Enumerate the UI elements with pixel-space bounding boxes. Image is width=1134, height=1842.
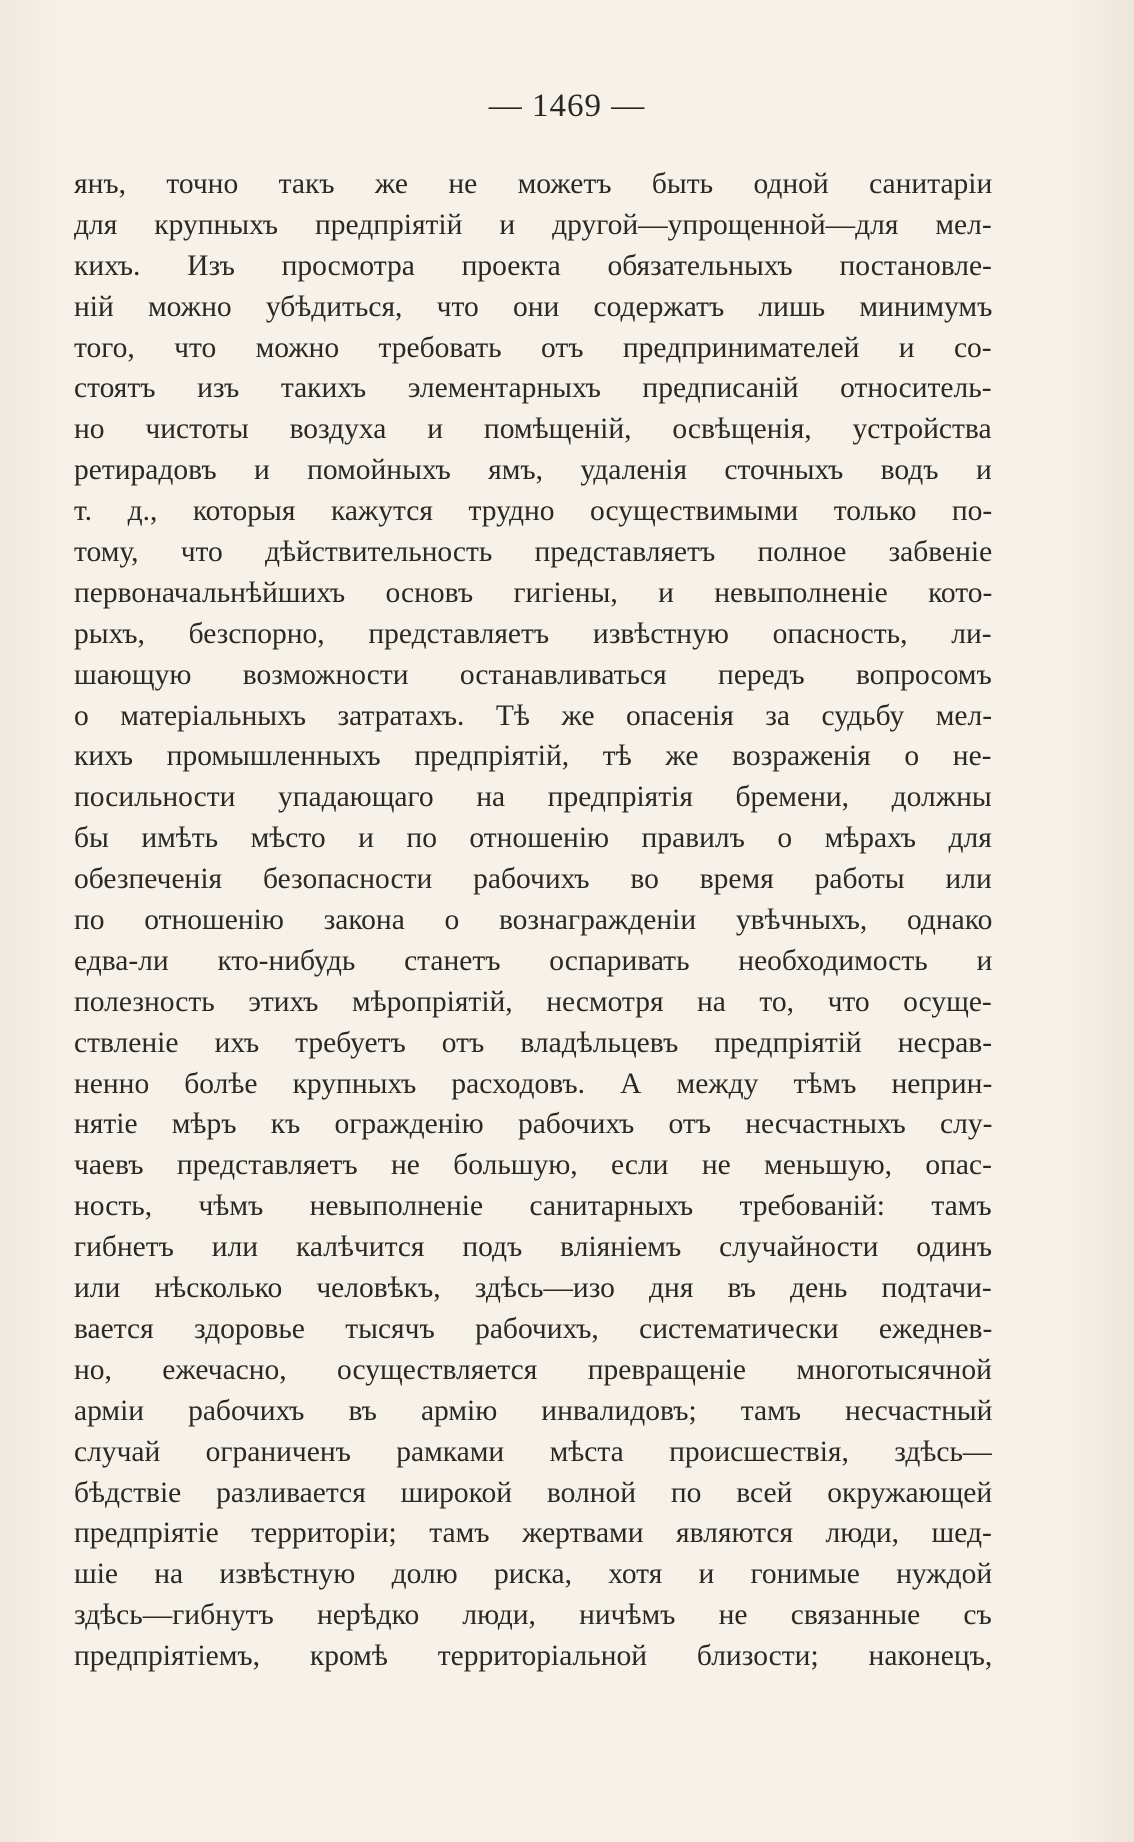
text-line: кихъ. Изъ просмотра проекта обязательныхъ постановле- [74,249,992,282]
text-line: того, что можно требовать отъ предпринимателей и со- [74,331,992,364]
text-line: посильности упадающаго на предпріятія бремени, должны [74,781,992,814]
text-line: гибнетъ или калѣчится подъ вліяніемъ случайности одинъ [74,1231,992,1264]
text-line: или нѣсколько человѣкъ, здѣсь—изо дня въ день подтачи- [74,1272,992,1305]
text-line: нятіе мѣръ къ огражденію рабочихъ отъ несчастныхъ слу- [74,1108,992,1141]
text-line: стоятъ изъ такихъ элементарныхъ предписаній относитель- [74,372,992,405]
text-line: предпріятіемъ, кромѣ территоріальной близости; наконецъ, [74,1640,992,1673]
text-line: арміи рабочихъ въ армію инвалидовъ; тамъ несчастный [74,1394,992,1427]
text-line: ретирадовъ и помойныхъ ямъ, удаленія сточныхъ водъ и [74,454,992,487]
text-line: предпріятіе территоріи; тамъ жертвами являются люди, шед- [74,1517,992,1550]
text-line: бы имѣть мѣсто и по отношенію правилъ о мѣрахъ для [74,822,992,855]
text-line: вается здоровье тысячъ рабочихъ, систематически ежеднев- [74,1312,992,1345]
text-line: янъ, точно такъ же не можетъ быть одной санитаріи [74,168,992,200]
text-line: ненно болѣе крупныхъ расходовъ. А между тѣмъ неприн- [74,1067,992,1100]
text-line: ствленіе ихъ требуетъ отъ владѣльцевъ предпріятій несрав- [74,1026,992,1059]
text-line: чаевъ представляетъ не большую, если не меньшую, опас- [74,1149,992,1182]
text-line: здѣсь—гибнутъ нерѣдко люди, ничѣмъ не связанные съ [74,1599,992,1632]
text-line: тому, что дѣйствительность представляетъ полное забвеніе [74,536,992,569]
text-line: о матеріальныхъ затратахъ. Тѣ же опасенія за судьбу мел- [74,699,992,732]
text-line: т. д., которыя кажутся трудно осуществимыми только по- [74,495,992,528]
text-line: первоначальнѣйшихъ основъ гигіены, и невыполненіе кото- [74,576,992,609]
body-text [74,164,992,1677]
text-line: едва-ли кто-нибудь станетъ оспаривать необходимость и [74,944,992,977]
text-line: но чистоты воздуха и помѣщеній, освѣщенія, устройства [74,413,992,446]
text-line: шающую возможности останавливаться передъ вопросомъ [74,658,992,691]
text-line: рыхъ, безспорно, представляетъ извѣстную опасность, ли- [74,617,992,650]
page-number: — 1469 — [488,88,646,124]
text-line: ность, чѣмъ невыполненіе санитарныхъ требованій: тамъ [74,1190,992,1223]
text-line: случай ограниченъ рамками мѣста происшествія, здѣсь— [74,1435,992,1468]
text-line: ній можно убѣдиться, что они содержатъ лишь минимумъ [74,290,992,323]
text-line: но, ежечасно, осуществляется превращеніе многотысячной [74,1353,992,1386]
text-line: бѣдствіе разливается широкой волной по всей окружающей [74,1476,992,1509]
text-line: кихъ промышленныхъ предпріятій, тѣ же возраженія о не- [74,740,992,773]
text-line: по отношенію закона о вознагражденіи увѣчныхъ, однако [74,904,992,937]
text-line: обезпеченія безопасности рабочихъ во время работы или [74,863,992,896]
text-line: полезность этихъ мѣропріятій, несмотря на то, что осуще- [74,985,992,1018]
text-line: шіе на извѣстную долю риска, хотя и гонимые нуждой [74,1558,992,1591]
text-line: для крупныхъ предпріятій и другой—упрощенной—для мел- [74,208,992,241]
